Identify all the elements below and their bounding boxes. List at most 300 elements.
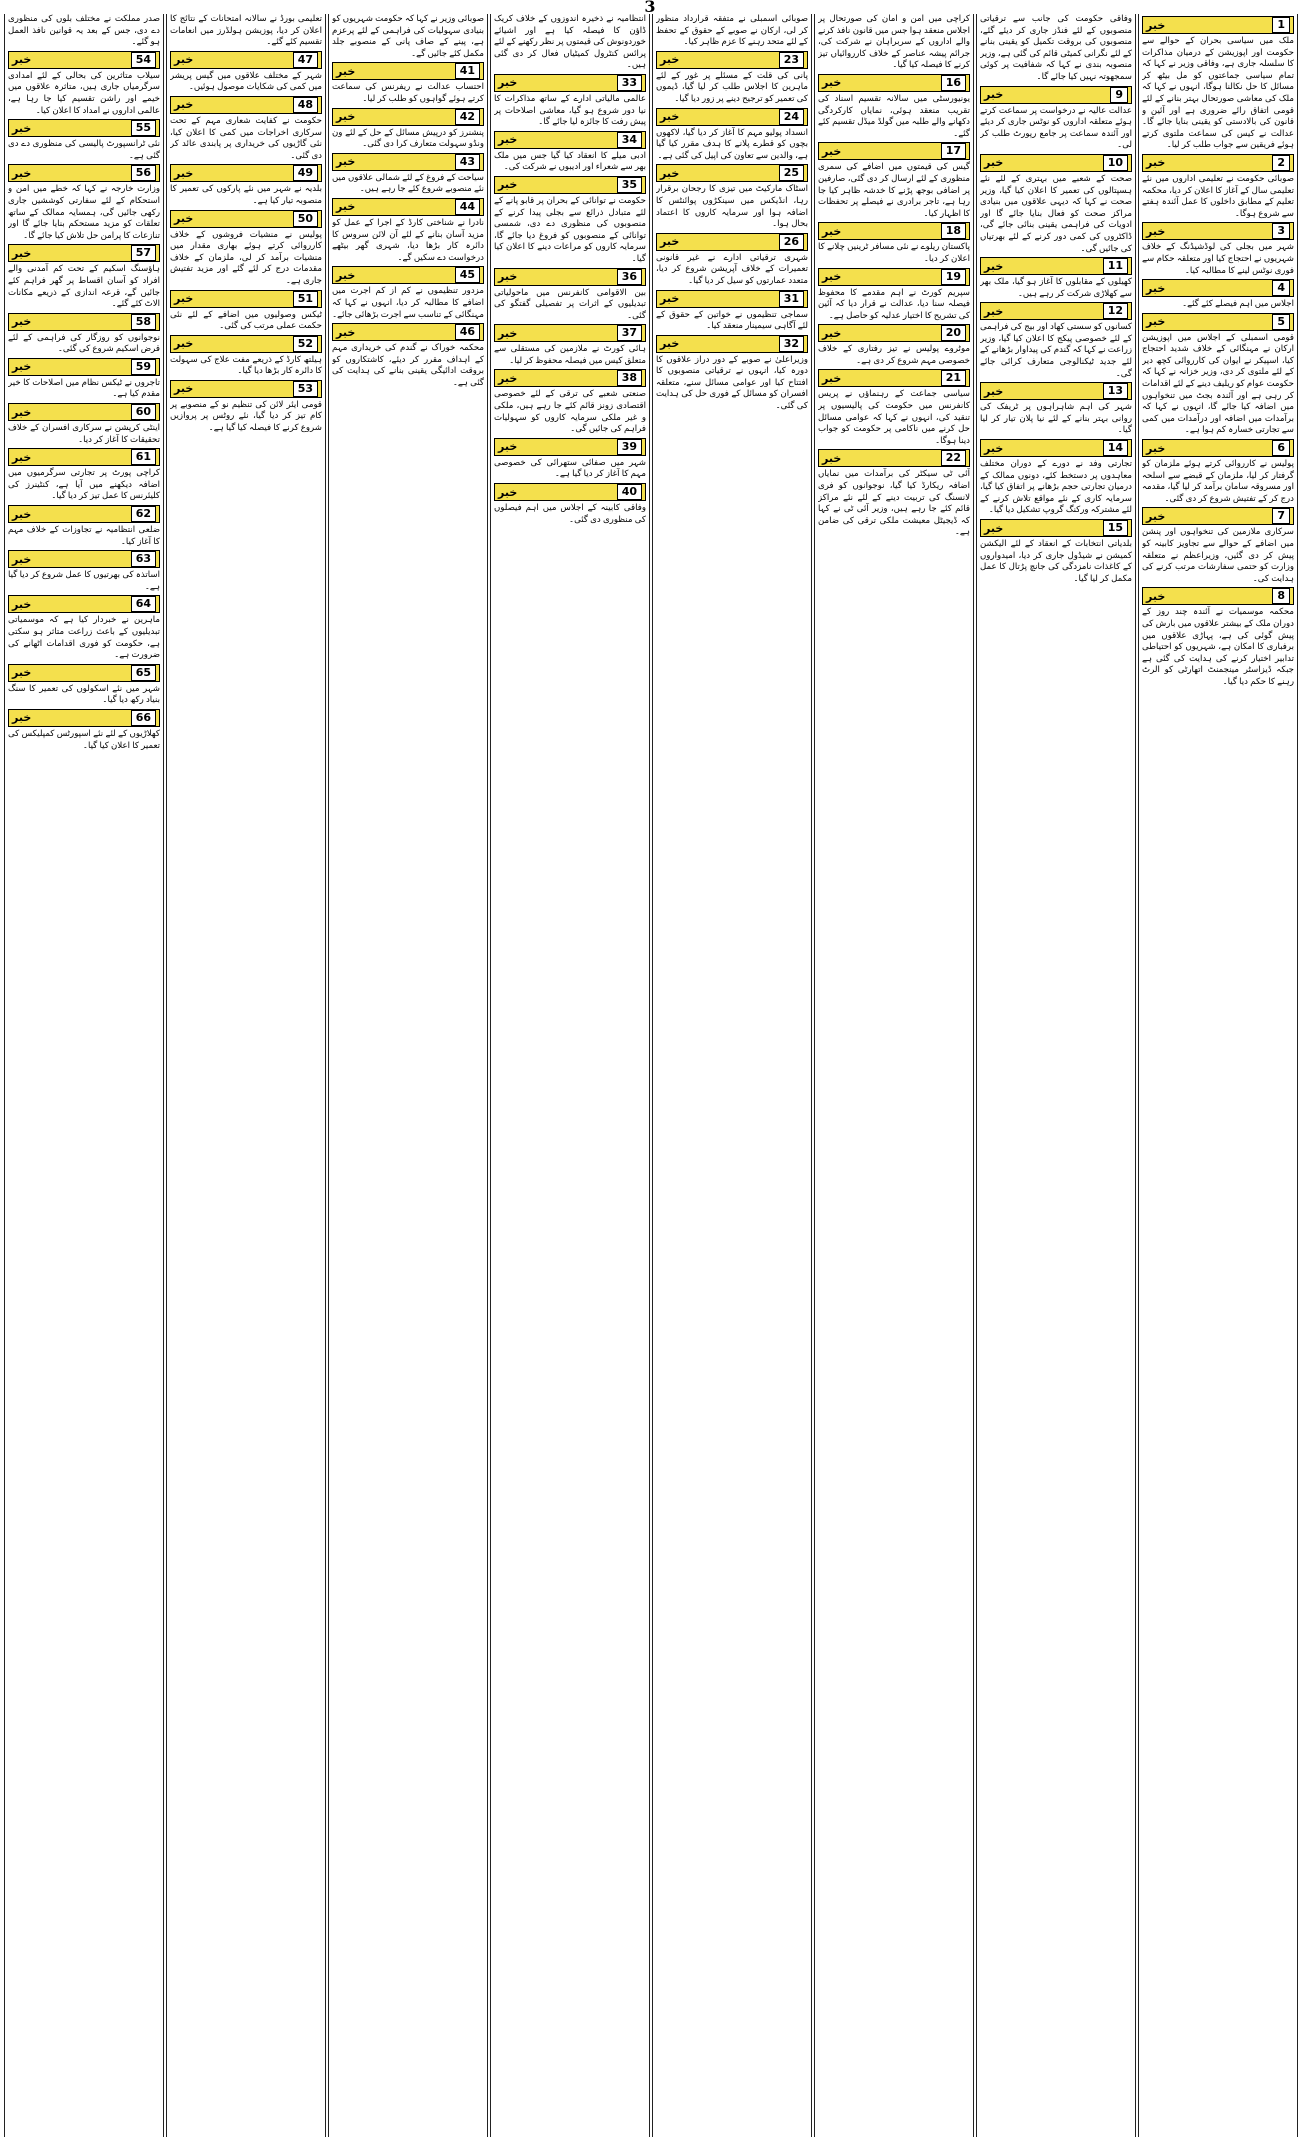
story-text: صنعتی شعبے کی ترقی کے لئے خصوصی اقتصادی زونز قائم کئے جا رہے ہیں، ملکی و غیر ملکی سرمایہ کاروں کو سہولیات فراہم کی جائیں گی۔ bbox=[494, 389, 646, 435]
story-number: 49 bbox=[293, 165, 318, 181]
news-story bbox=[818, 367, 970, 447]
story-text: گیس کی قیمتوں میں اضافے کی سمری منظوری کے لئے ارسال کر دی گئی، صارفین پر اضافی بوجھ پڑنے کا خدشہ ظاہر کیا جا رہا ہے، تاجر برادری نے فیصلے پر تحفظات کا اظہار کیا۔ bbox=[818, 162, 970, 219]
story-text: پاکستان ریلوے نے نئی مسافر ٹرینیں چلانے کا اعلان کر دیا۔ bbox=[818, 242, 970, 264]
story-text: شہر کے مختلف علاقوں میں گیس پریشر میں کمی کی شکایات موصول ہوئیں۔ bbox=[170, 70, 322, 93]
story-text: قومی اسمبلی کے اجلاس میں اپوزیشن ارکان نے مہنگائی کے خلاف شدید احتجاج کیا، اسپیکر نے ایوان کی کارروائی کچھ دیر کے لئے ملتوی کر دی، وزیر خزانہ نے کہا کہ حکومت عوام کو ریلیف دینے کے لئے اقدامات کر رہی ہے اور آئندہ بجٹ میں تنخواہوں میں اضافہ کیا جائے گا، انہوں نے کہا کہ برآمدات میں اضافہ اور درآمدات میں کمی سے تجارتی خسارہ کم ہوا ہے۔ bbox=[1142, 332, 1294, 436]
story-header bbox=[494, 74, 646, 92]
story-marker: خبر bbox=[1146, 281, 1166, 295]
story-number: 42 bbox=[455, 109, 480, 125]
story-text: اینٹی کرپشن نے سرکاری افسران کے خلاف تحقیقات کا آغاز کر دیا۔ bbox=[8, 423, 160, 445]
story-number: 7 bbox=[1272, 508, 1290, 524]
story-marker: خبر bbox=[498, 485, 518, 499]
story-number: 24 bbox=[779, 109, 804, 125]
story-number: 21 bbox=[941, 370, 966, 386]
story-text: وفاقی کابینہ کے اجلاس میں اہم فیصلوں کی منظوری دی گئی۔ bbox=[494, 503, 646, 525]
news-story bbox=[1142, 505, 1294, 585]
news-story bbox=[170, 162, 322, 207]
story-text: سرکاری ملازمین کی تنخواہوں اور پنشن میں اضافے کے حوالے سے تجاویز کابینہ کو پیش کر دی گئیں، وزیراعظم نے متعلقہ وزارت کو حتمی سفارشات مرتب کرنے کی ہدایت کی۔ bbox=[1142, 527, 1294, 584]
story-marker: خبر bbox=[660, 110, 680, 124]
story-marker: خبر bbox=[12, 711, 32, 725]
story-header bbox=[332, 108, 484, 126]
story-marker: خبر bbox=[498, 440, 518, 454]
story-number: 41 bbox=[455, 63, 480, 79]
story-number: 6 bbox=[1272, 440, 1290, 456]
news-story bbox=[818, 220, 970, 265]
story-text: شہر میں صفائی ستھرائی کی خصوصی مہم کا آغاز کر دیا گیا ہے۔ bbox=[494, 457, 646, 480]
story-header bbox=[980, 519, 1132, 537]
story-number: 66 bbox=[131, 710, 156, 726]
news-story bbox=[8, 162, 160, 242]
story-marker: خبر bbox=[984, 156, 1004, 170]
news-story bbox=[1142, 585, 1294, 688]
story-number: 23 bbox=[779, 52, 804, 68]
story-text: شہر میں نئے اسکولوں کی تعمیر کا سنگ بنیاد رکھ دیا گیا۔ bbox=[8, 683, 160, 706]
story-text: ضلعی انتظامیہ نے تجاوزات کے خلاف مہم کا آغاز کیا۔ bbox=[8, 525, 160, 547]
news-column bbox=[814, 14, 974, 2137]
story-text: حکومت نے کفایت شعاری مہم کے تحت سرکاری اخراجات میں کمی کا اعلان کیا، نئی گاڑیوں کی خریداری پر پابندی عائد کر دی گئی۔ bbox=[170, 115, 322, 161]
story-header bbox=[1142, 154, 1294, 172]
story-text: عدالت عالیہ نے درخواست پر سماعت کرتے ہوئے متعلقہ اداروں کو نوٹس جاری کر دیئے اور آئندہ سماعت پر جامع رپورٹ طلب کر لی۔ bbox=[980, 105, 1132, 151]
story-number: 47 bbox=[293, 52, 318, 68]
story-marker: خبر bbox=[12, 360, 32, 374]
news-story bbox=[494, 129, 646, 174]
story-number: 50 bbox=[293, 211, 318, 227]
news-story bbox=[8, 662, 160, 707]
story-header bbox=[818, 268, 970, 286]
story-marker: خبر bbox=[174, 292, 194, 305]
story-number: 35 bbox=[617, 177, 642, 193]
story-marker: خبر bbox=[336, 268, 356, 282]
story-number: 25 bbox=[779, 165, 804, 181]
story-number: 44 bbox=[455, 199, 480, 215]
news-column bbox=[976, 14, 1136, 2137]
news-story bbox=[980, 84, 1132, 152]
news-story bbox=[8, 117, 160, 162]
story-header bbox=[170, 210, 322, 228]
story-number: 56 bbox=[131, 165, 156, 181]
story-text: انسداد پولیو مہم کا آغاز کر دیا گیا، لاکھوں بچوں کو قطرے پلانے کا ہدف مقرر کیا گیا ہے، والدین سے تعاون کی اپیل کی گئی ہے۔ bbox=[656, 127, 808, 161]
story-text: اجلاس میں اہم فیصلے کئے گئے۔ bbox=[1182, 299, 1294, 310]
story-header bbox=[8, 403, 160, 421]
news-story bbox=[656, 288, 808, 333]
story-header bbox=[170, 380, 322, 398]
story-number: 20 bbox=[941, 325, 966, 341]
story-header bbox=[494, 176, 646, 194]
story-marker: خبر bbox=[822, 224, 842, 238]
story-number: 45 bbox=[455, 267, 480, 283]
story-header bbox=[8, 709, 160, 727]
story-header bbox=[1142, 16, 1294, 34]
story-header bbox=[818, 324, 970, 342]
news-story bbox=[1142, 152, 1294, 220]
story-marker: خبر bbox=[498, 178, 518, 192]
story-number: 55 bbox=[131, 120, 156, 136]
news-story bbox=[980, 14, 1132, 84]
story-text: کراچی پورٹ پر تجارتی سرگرمیوں میں اضافہ دیکھنے میں آیا ہے، کنٹینرز کی کلیئرنس کا عمل تیز کر دیا گیا۔ bbox=[8, 468, 160, 502]
news-story bbox=[8, 356, 160, 401]
story-number: 64 bbox=[131, 596, 156, 612]
story-text: موٹروے پولیس نے تیز رفتاری کے خلاف خصوصی مہم شروع کر دی ہے۔ bbox=[818, 344, 970, 366]
story-marker: خبر bbox=[336, 155, 356, 169]
story-number: 61 bbox=[131, 449, 156, 465]
story-marker: خبر bbox=[174, 98, 194, 112]
story-marker: خبر bbox=[822, 76, 842, 90]
story-header bbox=[494, 438, 646, 456]
news-column bbox=[1138, 14, 1298, 2137]
story-number: 5 bbox=[1272, 314, 1290, 330]
news-story bbox=[494, 266, 646, 323]
story-text: حکومت نے توانائی کے بحران پر قابو پانے کے لئے متبادل ذرائع سے بجلی پیدا کرنے کے منصوبوں کی منظوری دے دی، شمسی توانائی کے منصوبوں کو فروغ دیا جائے گا، سرمایہ کاروں کو مراعات دینے کا اعلان کیا گیا۔ bbox=[494, 195, 646, 264]
page-number: 3 bbox=[644, 0, 656, 16]
story-number: 31 bbox=[779, 291, 804, 307]
story-marker: خبر bbox=[336, 110, 356, 124]
story-text: ملک میں سیاسی بحران کے حوالے سے حکومت اور اپوزیشن کے درمیان مذاکرات کا سلسلہ جاری ہے، وفاقی وزیر نے کہا کہ تمام سیاسی جماعتوں کو مل بیٹھ کر مسائل کا حل نکالنا ہوگا، انہوں نے کہا کہ ملک کی معاشی صورتحال بہتر بنانے کے لئے قومی اتفاق رائے ضروری ہے اور آئین و قانون کی بالادستی کو یقینی بنایا جائے گا۔ عدالت نے کیس کی سماعت ملتوی کرتے ہوئے فریقین سے جواب طلب کر لیا۔ bbox=[1142, 36, 1294, 151]
story-header bbox=[818, 74, 970, 92]
news-story bbox=[8, 548, 160, 593]
story-text: سیلاب متاثرین کی بحالی کے لئے امدادی سرگرمیاں جاری ہیں، متاثرہ علاقوں میں خیمے اور راشن تقسیم کیا جا رہا ہے، عالمی اداروں نے امداد کا اعلان کیا۔ bbox=[8, 70, 160, 116]
news-story bbox=[656, 333, 808, 413]
story-header bbox=[170, 96, 322, 114]
news-story bbox=[494, 367, 646, 435]
story-header bbox=[494, 268, 646, 286]
news-story bbox=[980, 152, 1132, 255]
story-text: بلدیہ نے شہر میں نئے پارکوں کی تعمیر کا منصوبہ تیار کیا ہے۔ bbox=[170, 184, 322, 206]
story-text: آئی ٹی سیکٹر کی برآمدات میں نمایاں اضافہ ریکارڈ کیا گیا، نوجوانوں کو فری لانسنگ کی تربیت دینے کے لئے نئے مراکز قائم کئے جا رہے ہیں، وزیر آئی ٹی نے کہا کہ ڈیجیٹل معیشت ملکی ترقی کی ضامن ہے۔ bbox=[818, 469, 970, 538]
story-marker: خبر bbox=[12, 315, 32, 329]
story-number: 3 bbox=[1272, 223, 1290, 239]
story-number: 65 bbox=[131, 665, 156, 681]
story-header bbox=[1142, 279, 1294, 297]
news-story bbox=[494, 174, 646, 266]
story-header bbox=[8, 358, 160, 376]
story-header bbox=[1142, 507, 1294, 525]
news-story bbox=[8, 593, 160, 661]
news-story bbox=[170, 208, 322, 288]
story-text: سماجی تنظیموں نے خواتین کے حقوق کے لئے آگاہی سیمینار منعقد کیا۔ bbox=[656, 309, 808, 332]
news-story bbox=[8, 14, 160, 49]
news-story bbox=[8, 49, 160, 117]
story-number: 53 bbox=[293, 381, 318, 397]
story-number: 16 bbox=[941, 75, 966, 91]
news-story bbox=[332, 196, 484, 264]
story-marker: خبر bbox=[12, 507, 32, 521]
story-text: وزیراعلیٰ نے صوبے کے دور دراز علاقوں کا دورہ کیا، انہوں نے ترقیاتی منصوبوں کا افتتاح کیا اور عوامی مسائل سنے، متعلقہ افسران کو مسائل کے فوری حل کی ہدایت کی گئی۔ bbox=[656, 354, 808, 412]
story-text: بلدیاتی انتخابات کے انعقاد کے لئے الیکشن کمیشن نے شیڈول جاری کر دیا، امیدواروں کے کاغذات نامزدگی کی جانچ پڑتال کا عمل مکمل کر لیا گیا۔ bbox=[980, 539, 1132, 584]
story-header bbox=[1142, 313, 1294, 331]
newspaper-page bbox=[2, 14, 1298, 2137]
news-story bbox=[332, 14, 484, 60]
story-number: 1 bbox=[1272, 17, 1290, 33]
news-story bbox=[170, 94, 322, 162]
news-story bbox=[494, 481, 646, 526]
story-number: 8 bbox=[1272, 588, 1290, 604]
story-marker: خبر bbox=[12, 166, 32, 180]
news-story bbox=[170, 14, 322, 49]
news-story bbox=[818, 447, 970, 539]
story-marker: خبر bbox=[822, 326, 842, 340]
story-header bbox=[656, 233, 808, 251]
story-number: 10 bbox=[1103, 155, 1128, 171]
story-number: 26 bbox=[779, 234, 804, 250]
story-marker: خبر bbox=[984, 441, 1004, 455]
story-number: 57 bbox=[131, 245, 156, 261]
story-header bbox=[494, 483, 646, 501]
story-header bbox=[980, 154, 1132, 172]
story-text: پنشنرز کو درپیش مسائل کے حل کے لئے ون ونڈو سہولت متعارف کرا دی گئی۔ bbox=[332, 127, 484, 150]
news-story bbox=[332, 106, 484, 151]
news-column bbox=[328, 14, 488, 2137]
story-header bbox=[332, 266, 484, 284]
story-header bbox=[818, 142, 970, 160]
story-number: 9 bbox=[1110, 87, 1128, 103]
story-header bbox=[8, 448, 160, 466]
story-text: پولیس نے کارروائی کرتے ہوئے ملزمان کو گرفتار کر لیا، ملزمان کے قبضے سے اسلحہ اور مسروقہ سامان برآمد کر لیا گیا، مقدمہ درج کر کے تفتیش شروع کر دی گئی۔ bbox=[1142, 459, 1294, 504]
story-marker: خبر bbox=[822, 451, 842, 465]
story-header bbox=[1142, 439, 1294, 457]
news-story bbox=[980, 517, 1132, 585]
story-header bbox=[332, 153, 484, 171]
news-story bbox=[980, 300, 1132, 380]
news-story bbox=[332, 60, 484, 105]
story-number: 13 bbox=[1103, 383, 1128, 399]
story-number: 17 bbox=[941, 143, 966, 159]
story-number: 52 bbox=[293, 336, 318, 352]
news-story bbox=[818, 72, 970, 140]
news-story bbox=[656, 14, 808, 49]
story-text: اسٹاک مارکیٹ میں تیزی کا رجحان برقرار رہا، انڈیکس میں سینکڑوں پوائنٹس کا اضافہ ہوا اور سرمایہ کاروں کا اعتماد بحال ہوا۔ bbox=[656, 184, 808, 230]
story-header bbox=[1142, 587, 1294, 605]
news-story bbox=[1142, 437, 1294, 505]
story-marker: خبر bbox=[984, 259, 1004, 273]
news-story bbox=[8, 503, 160, 548]
story-text: شہری ترقیاتی ادارے نے غیر قانونی تعمیرات کے خلاف آپریشن شروع کر دیا، متعدد عمارتوں کو سیل کر دیا گیا۔ bbox=[656, 252, 808, 286]
news-story bbox=[170, 333, 322, 378]
story-text: ماہرین نے خبردار کیا ہے کہ موسمیاتی تبدیلیوں کے باعث زراعت متاثر ہو سکتی ہے، حکومت کو فوری اقدامات اٹھانے کی ضرورت ہے۔ bbox=[8, 615, 160, 661]
story-text: عالمی مالیاتی ادارے کے ساتھ مذاکرات کا نیا دور شروع ہو گیا، معاشی اصلاحات پر پیش رفت کا جائزہ لیا جائے گا۔ bbox=[494, 93, 646, 128]
story-marker: خبر bbox=[660, 235, 680, 249]
story-number: 2 bbox=[1272, 155, 1290, 171]
story-number: 12 bbox=[1103, 303, 1128, 319]
story-marker: خبر bbox=[174, 382, 194, 396]
story-number: 15 bbox=[1103, 520, 1128, 536]
story-number: 58 bbox=[131, 314, 156, 330]
story-marker: خبر bbox=[822, 371, 842, 385]
story-header bbox=[8, 550, 160, 568]
story-text: انتظامیہ نے ذخیرہ اندوزوں کے خلاف کریک ڈاؤن کا فیصلہ کیا ہے اور اشیائے خوردونوش کی قیمتوں پر نظر رکھنے کے لئے پرائس کنٹرول کمیٹیاں فعال کر دی گئی ہیں۔ bbox=[494, 14, 646, 71]
news-story bbox=[8, 707, 160, 752]
story-text: صحت کے شعبے میں بہتری کے لئے نئے ہسپتالوں کی تعمیر کا اعلان کیا گیا، وزیر صحت نے کہا کہ دیہی علاقوں میں بنیادی مراکز صحت کو فعال بنایا جائے گا اور ادویات کی فراہمی یقینی بنائی جائے گی، ڈاکٹروں کی کمی دور کرنے کے لئے بھرتیاں کی جائیں گی۔ bbox=[980, 173, 1132, 254]
story-text: بین الاقوامی کانفرنس میں ماحولیاتی تبدیلیوں کے اثرات پر تفصیلی گفتگو کی گئی۔ bbox=[494, 287, 646, 321]
story-number: 51 bbox=[293, 291, 318, 307]
story-marker: خبر bbox=[1146, 589, 1166, 603]
news-story bbox=[494, 436, 646, 481]
news-story bbox=[980, 437, 1132, 517]
story-number: 38 bbox=[617, 370, 642, 386]
story-marker: خبر bbox=[174, 337, 194, 351]
news-story bbox=[332, 264, 484, 321]
story-marker: خبر bbox=[174, 53, 194, 67]
story-header bbox=[818, 222, 970, 240]
story-marker: خبر bbox=[1146, 441, 1166, 455]
story-number: 59 bbox=[131, 359, 156, 375]
story-number: 46 bbox=[455, 324, 480, 340]
story-header bbox=[980, 439, 1132, 457]
story-header bbox=[980, 382, 1132, 400]
story-text: پولیس نے منشیات فروشوں کے خلاف کارروائی کرتے ہوئے بھاری مقدار میں منشیات برآمد کر لی، ملزمان کے خلاف مقدمات درج کر لئے گئے اور مزید تفتیش جاری ہے۔ bbox=[170, 229, 322, 286]
story-text: سیاسی جماعت کے رہنماؤں نے پریس کانفرنس میں حکومت کی پالیسیوں پر تنقید کی، انہوں نے کہا کہ عوامی مسائل حل کرنے میں ناکامی پر حکومت کو جواب دینا ہوگا۔ bbox=[818, 389, 970, 446]
news-story bbox=[1142, 311, 1294, 437]
story-header bbox=[8, 51, 160, 69]
news-story bbox=[8, 446, 160, 503]
story-text: کھلاڑیوں کے لئے نئے اسپورٹس کمپلیکس کی تعمیر کا اعلان کیا گیا۔ bbox=[8, 728, 160, 751]
story-text: ٹیکس وصولیوں میں اضافے کے لئے نئی حکمت عملی مرتب کی گئی۔ bbox=[170, 309, 322, 332]
news-story bbox=[170, 49, 322, 94]
story-text: وزارت خارجہ نے کہا کہ خطے میں امن و استحکام کے لئے سفارتی کوششیں جاری رکھی جائیں گی، ہمسایہ ممالک کے ساتھ تعلقات کو مزید مستحکم بنایا جائے گا اور تنازعات کا پرامن حل تلاش کیا جائے گا۔ bbox=[8, 184, 160, 241]
story-text: وفاقی حکومت کی جانب سے ترقیاتی منصوبوں کے لئے فنڈز جاری کر دیئے گئے، منصوبوں کی بروقت تکمیل کو یقینی بنانے کے لئے نگرانی کمیٹی قائم کی گئی ہے، وزیر منصوبہ بندی نے کہا کہ شفافیت پر کوئی سمجھوتہ نہیں کیا جائے گا۔ bbox=[980, 14, 1132, 82]
news-story bbox=[170, 378, 322, 435]
news-story bbox=[494, 322, 646, 367]
news-story bbox=[494, 14, 646, 72]
story-text: ہائی کورٹ نے ملازمین کی مستقلی سے متعلق کیس میں فیصلہ محفوظ کر لیا۔ bbox=[494, 344, 646, 366]
story-header bbox=[818, 449, 970, 467]
story-number: 60 bbox=[131, 404, 156, 420]
story-number: 19 bbox=[941, 269, 966, 285]
news-story bbox=[8, 401, 160, 446]
story-text: شہر میں بجلی کی لوڈشیڈنگ کے خلاف شہریوں نے احتجاج کیا اور متعلقہ حکام سے فوری نوٹس لینے کا مطالبہ کیا۔ bbox=[1142, 242, 1294, 276]
story-number: 22 bbox=[941, 450, 966, 466]
story-number: 32 bbox=[779, 336, 804, 352]
story-header bbox=[170, 290, 322, 308]
story-header bbox=[170, 51, 322, 69]
story-text: صدر مملکت نے مختلف بلوں کی منظوری دے دی، جس کے بعد یہ قوانین نافذ العمل ہو گئے۔ bbox=[8, 14, 160, 48]
news-story bbox=[980, 255, 1132, 300]
news-story bbox=[332, 321, 484, 389]
story-text: تعلیمی بورڈ نے سالانہ امتحانات کے نتائج کا اعلان کر دیا، پوزیشن ہولڈرز میں انعامات تقسیم کئے گئے۔ bbox=[170, 14, 322, 48]
story-marker: خبر bbox=[984, 521, 1004, 535]
story-header bbox=[980, 302, 1132, 320]
story-marker: خبر bbox=[1146, 18, 1166, 32]
story-number: 34 bbox=[617, 132, 642, 148]
story-marker: خبر bbox=[12, 597, 32, 611]
story-marker: خبر bbox=[822, 144, 842, 158]
story-header bbox=[332, 62, 484, 80]
story-header bbox=[8, 505, 160, 523]
story-marker: خبر bbox=[12, 246, 32, 260]
story-marker: خبر bbox=[174, 166, 194, 180]
news-story bbox=[8, 311, 160, 356]
story-text: ہیلتھ کارڈ کے ذریعے مفت علاج کی سہولت کا دائرہ کار بڑھا دیا گیا۔ bbox=[170, 354, 322, 377]
story-number: 37 bbox=[617, 325, 642, 341]
story-number: 18 bbox=[941, 223, 966, 239]
story-text: ہاؤسنگ اسکیم کے تحت کم آمدنی والے افراد کو آسان اقساط پر گھر فراہم کئے جائیں گے، قرعہ اندازی کے ذریعے مکانات الاٹ کئے گئے۔ bbox=[8, 264, 160, 310]
news-story bbox=[332, 151, 484, 196]
story-header bbox=[170, 164, 322, 182]
news-story bbox=[1142, 220, 1294, 277]
story-header bbox=[8, 164, 160, 182]
story-marker: خبر bbox=[12, 666, 32, 680]
news-story bbox=[656, 162, 808, 230]
story-text: صوبائی حکومت نے تعلیمی اداروں میں نئے تعلیمی سال کے آغاز کا اعلان کر دیا، محکمہ تعلیم کے مطابق داخلوں کا عمل آئندہ ہفتے سے شروع ہوگا۔ bbox=[1142, 173, 1294, 219]
story-marker: خبر bbox=[822, 270, 842, 283]
story-marker: خبر bbox=[12, 53, 32, 67]
news-story bbox=[656, 106, 808, 163]
story-marker: خبر bbox=[660, 166, 680, 180]
story-marker: خبر bbox=[1146, 156, 1166, 170]
story-marker: خبر bbox=[498, 326, 518, 340]
story-text: محکمہ خوراک نے گندم کی خریداری مہم کے اہداف مقرر کر دیئے، کاشتکاروں کو بروقت ادائیگی یقینی بنانے کی ہدایت کی گئی ہے۔ bbox=[332, 343, 484, 388]
story-text: کسانوں کو سستی کھاد اور بیج کی فراہمی کے لئے خصوصی پیکج کا اعلان کیا گیا، وزیر زراعت نے کہا کہ گندم کی پیداوار بڑھانے کے لئے جدید ٹیکنالوجی متعارف کرائی جائے گی۔ bbox=[980, 322, 1132, 379]
story-marker: خبر bbox=[984, 304, 1004, 318]
story-marker: خبر bbox=[336, 200, 356, 214]
story-text: سپریم کورٹ نے اہم مقدمے کا محفوظ فیصلہ سنا دیا، عدالت نے قرار دیا کہ آئین کی تشریح کا اختیار عدلیہ کو حاصل ہے۔ bbox=[818, 287, 970, 321]
story-number: 4 bbox=[1272, 280, 1290, 296]
story-marker: خبر bbox=[984, 88, 1004, 102]
news-story bbox=[818, 266, 970, 323]
story-text: تاجروں نے ٹیکس نظام میں اصلاحات کا خیر مقدم کیا ہے۔ bbox=[8, 377, 160, 400]
story-number: 54 bbox=[131, 52, 156, 68]
story-number: 14 bbox=[1103, 440, 1128, 456]
story-header bbox=[980, 257, 1132, 275]
story-text: صوبائی اسمبلی نے متفقہ قرارداد منظور کر لی، ارکان نے صوبے کے حقوق کے تحفظ کے لئے متحد رہنے کا عزم ظاہر کیا۔ bbox=[656, 14, 808, 48]
news-column bbox=[4, 14, 164, 2137]
news-story bbox=[1142, 277, 1294, 311]
story-header bbox=[656, 164, 808, 182]
story-number: 62 bbox=[131, 506, 156, 522]
story-header bbox=[8, 664, 160, 682]
story-marker: خبر bbox=[1146, 224, 1166, 238]
story-marker: خبر bbox=[12, 450, 32, 464]
story-marker: خبر bbox=[336, 325, 356, 339]
story-marker: خبر bbox=[336, 64, 356, 78]
story-marker: خبر bbox=[498, 270, 518, 283]
story-text: یونیورسٹی میں سالانہ تقسیم اسناد کی تقریب منعقد ہوئی، نمایاں کارکردگی دکھانے والے طلبہ میں گولڈ میڈل تقسیم کئے گئے۔ bbox=[818, 93, 970, 139]
story-marker: خبر bbox=[12, 552, 32, 566]
news-story bbox=[170, 288, 322, 333]
story-text: صوبائی وزیر نے کہا کہ حکومت شہریوں کو بنیادی سہولیات کی فراہمی کے لئے پرعزم ہے، پینے کے صاف پانی کے منصوبے جلد مکمل کئے جائیں گے۔ bbox=[332, 14, 484, 59]
story-header bbox=[8, 119, 160, 137]
story-header bbox=[332, 323, 484, 341]
news-story bbox=[818, 14, 970, 72]
story-text: محکمہ موسمیات نے آئندہ چند روز کے دوران ملک کے بیشتر علاقوں میں بارش کی پیش گوئی کی ہے، پہاڑی علاقوں میں برفباری کا امکان ہے، شہریوں کو احتیاطی تدابیر اختیار کرنے کی ہدایت کی گئی ہے جبکہ ڈیزاسٹر مینجمنٹ اتھارٹی کو الرٹ رہنے کا حکم دیا گیا۔ bbox=[1142, 607, 1294, 687]
story-header bbox=[656, 51, 808, 69]
story-text: تجارتی وفد نے دورے کے دوران مختلف معاہدوں پر دستخط کئے، دونوں ممالک کے درمیان تجارتی حجم بڑھانے پر اتفاق کیا گیا، سرمایہ کاری کے نئے مواقع تلاش کرنے کے لئے مشترکہ ورکنگ گروپ تشکیل دیا گیا۔ bbox=[980, 459, 1132, 516]
story-marker: خبر bbox=[12, 121, 32, 135]
story-text: نوجوانوں کو روزگار کی فراہمی کے لئے قرض اسکیم شروع کی گئی۔ bbox=[8, 332, 160, 355]
story-text: اساتذہ کی بھرتیوں کا عمل شروع کر دیا گیا ہے۔ bbox=[8, 570, 160, 592]
news-column bbox=[490, 14, 650, 2137]
story-header bbox=[656, 290, 808, 308]
story-header bbox=[170, 335, 322, 353]
news-story bbox=[818, 322, 970, 367]
story-header bbox=[494, 131, 646, 149]
story-header bbox=[332, 198, 484, 216]
story-marker: خبر bbox=[498, 76, 518, 90]
story-text: قومی ایئر لائن کی تنظیم نو کے منصوبے پر کام تیز کر دیا گیا، نئے روٹس پر پروازیں شروع کرنے کا فیصلہ کیا گیا ہے۔ bbox=[170, 399, 322, 434]
story-header bbox=[494, 369, 646, 387]
news-story bbox=[656, 231, 808, 288]
story-header bbox=[8, 313, 160, 331]
news-story bbox=[8, 242, 160, 310]
story-text: نادرا نے شناختی کارڈ کے اجرا کے عمل کو مزید آسان بنانے کے لئے آن لائن سروس کا دائرہ کار بڑھا دیا، شہری گھر بیٹھے درخواست دے سکیں گے۔ bbox=[332, 217, 484, 263]
story-header bbox=[1142, 222, 1294, 240]
story-marker: خبر bbox=[1146, 509, 1166, 523]
story-number: 40 bbox=[617, 484, 642, 500]
story-text: کھیلوں کے مقابلوں کا آغاز ہو گیا، ملک بھر سے کھلاڑی شرکت کر رہے ہیں۔ bbox=[980, 277, 1132, 299]
story-marker: خبر bbox=[498, 371, 518, 385]
story-header bbox=[656, 335, 808, 353]
story-header bbox=[656, 108, 808, 126]
story-header bbox=[8, 244, 160, 262]
